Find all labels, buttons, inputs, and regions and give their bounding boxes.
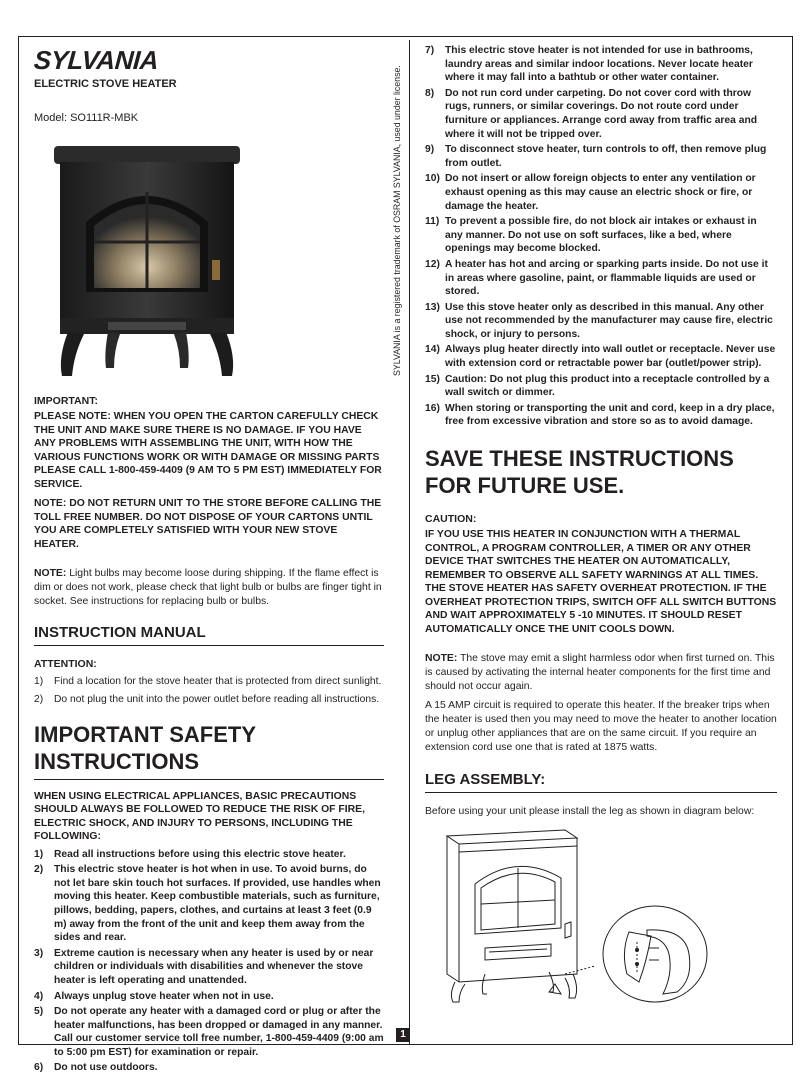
model-number: Model: SO111R-MBK [34, 112, 139, 124]
safety-intro: WHEN USING ELECTRICAL APPLIANCES, BASIC PRECAUTIONS SHOULD ALWAYS BE FOLLOWED TO REDUCE THE RISK OF FIRE, ELECTRIC SHOCK, AND INJURY TO PERSONS, INCLUDING THE FOLLOWING: [34, 790, 365, 843]
return-note: NOTE: DO NOT RETURN UNIT TO THE STORE BEFORE CALLING THE TOLL FREE NUMBER. DO NOT DISPOSE OF YOUR CARTONS UNTIL YOU ARE COMPLETELY SATISFIED WITH YOUR NEW STOVE HEATER. [34, 498, 382, 550]
leg-assembly-diagram [425, 824, 775, 1006]
list-item: 14) Always plug heater directly into wall outlet or receptacle. Never use with extension cord or retractable power bar (outlet/power strip). [425, 344, 776, 370]
bulb-note [34, 567, 384, 608]
list-item: 5) Do not operate any heater with a damaged cord or plug or after the heater malfunctions, has been dropped or damaged in any manner. Call our customer service toll free number, 1-800-459-4409 (9:00 am to 5:00 pm EST) for examination or repair. [34, 1006, 384, 1058]
list-item: 9) To disconnect stove heater, turn controls to off, then remove plug from outlet. [425, 144, 767, 169]
leg-assembly-heading: LEG ASSEMBLY: [425, 771, 777, 793]
important-note: PLEASE NOTE: WHEN YOU OPEN THE CARTON CAREFULLY CHECK THE UNIT AND MAKE SURE THERE IS NO DAMAGE. IF YOU HAVE ANY PROBLEMS WITH ASSEMBLING THE UNIT, WITH HOW THE VARIOUS FUNCTIONS WORK OR WITH DAMAGE OR MISSING PARTS PLEASE CALL 1-800-459-4409 (9 AM TO 5 PM EST) IMMEDIATELY FOR SERVICE. [34, 411, 382, 490]
list-item: 1) Find a location for the stove heater that is protected from direct sunlight. [34, 676, 382, 688]
instruction-manual-heading: INSTRUCTION MANUAL [34, 624, 384, 646]
list-item: 11) To prevent a possible fire, do not block air intakes or exhaust in any manner. Do not use on soft surfaces, like a bed, where openings may become blocked. [425, 216, 757, 255]
note-label: NOTE: [425, 653, 458, 665]
list-item: 2) This electric stove heater is hot when in use. To avoid burns, do not let bare skin touch hot surfaces. If provided, use handles when moving this heater. Keep combustible materials, such as furniture, pillows, bedding, papers, clothes, and curtains at least 3 feet (0.9 m) away from the front of the unit and keep them away from the sides and rear. [34, 864, 381, 944]
list-item: 4) Always unplug stove heater when not in use. [34, 990, 274, 1002]
amp-circuit-text: A 15 AMP circuit is required to operate this heater. If the breaker trips when the heater is used then you may need to move the heater to another location or unplug other appliances that are on the same circuit. If you require an extension cord use one that is rated at 1875 watts. [425, 700, 777, 753]
attention-list [34, 675, 384, 706]
note-text: The stove may emit a slight harmless odor when first turned on. This is caused by activating the internal heater components for the first time and should not occur again. [425, 653, 775, 692]
list-item: 2) Do not plug the unit into the power outlet before reading all instructions. [34, 693, 380, 705]
list-item: 12) A heater has hot and arcing or sparking parts inside. Do not use it in areas where gasoline, paint, or flammable liquids are used or stored. [425, 258, 768, 298]
save-instructions-heading: SAVE THESE INSTRUCTIONS FOR FUTURE USE. [425, 446, 734, 499]
list-item: 13) Use this stove heater only as described in this manual. Any other use not recommended by the manufacturer may cause fire, electric shock, or injury to persons. [425, 301, 773, 340]
note-label: NOTE: [34, 568, 67, 579]
page-number: 1 [396, 1028, 410, 1042]
list-item: 7) This electric stove heater is not intended for use in bathrooms, laundry areas and similar indoor locations. Never locate heater where it may fall into a bathtub or other water container. [425, 45, 753, 84]
odor-note [425, 652, 777, 693]
note-text: Light bulbs may become loose during shipping. If the flame effect is dim or does not work, please check that light bulb or bulbs are finger tight in socket. See instructions for replacing bulb or bulbs. [34, 568, 382, 607]
left-column [34, 44, 384, 1077]
safety-list-left [34, 848, 384, 1076]
attention-label: ATTENTION: [34, 658, 97, 671]
product-title: ELECTRIC STOVE HEATER [34, 78, 177, 90]
list-item: 1) Read all instructions before using this electric stove heater. [34, 848, 346, 860]
brand-logo: SYLVANIA [32, 45, 160, 75]
caution-label: CAUTION: [425, 513, 477, 526]
stove-heater-photo [48, 142, 248, 380]
column-divider [409, 40, 410, 1045]
list-item: 6) Do not use outdoors. [34, 1062, 158, 1074]
important-label: IMPORTANT: [34, 395, 98, 407]
list-item: 3) Extreme caution is necessary when any heater is used by or near children or individuals with disabilities and whenever the stove heater is left operating and unattended. [34, 947, 374, 986]
caution-text: IF YOU USE THIS HEATER IN CONJUNCTION WITH A THERMAL CONTROL, A PROGRAM CONTROLLER, A TIMER OR ANY OTHER DEVICE THAT SWITCHES THE HEATER ON AUTOMATICALLY, REMEMBER TO OBSERVE ALL SAFETY WARNINGS AT ALL TIMES. THE STOVE HEATER HAS SAFETY OVERHEAT PROTECTION. IF THE OVERHEAT PROTECTION TRIPS, SWITCH OFF ALL SWITCH BUTTONS AND WAIT APPROXIMATELY 5 -10 MINUTES. IT SHOULD RESET AUTOMATICALLY ONCE THE UNIT COOLS DOWN. [425, 529, 777, 635]
list-item: 16) When storing or transporting the unit and cord, keep in a dry place, free from excessive vibration and store so as to avoid damage. [425, 402, 775, 428]
safety-list-right [425, 44, 777, 429]
safety-heading: IMPORTANT SAFETY INSTRUCTIONS [34, 721, 384, 780]
trademark-notice: SYLVANIA is a registered trademark of OSRAM SYLVANIA, used under license. [392, 65, 402, 376]
list-item: 8) Do not run cord under carpeting. Do not cover cord with throw rugs, runners, or similar coverings. Do not route cord under furniture or appliances. Arrange cord away from traffic area and where it will not be tripped over. [425, 87, 758, 140]
leg-assembly-text: Before using your unit please install the leg as shown in diagram below: [425, 805, 755, 817]
list-item: 15) Caution: Do not plug this product into a receptacle controlled by a wall switch or dimmer. [425, 373, 770, 399]
right-column [425, 44, 777, 1011]
list-item: 10) Do not insert or allow foreign objects to enter any ventilation or exhaust opening as this may cause an electric shock or fire, or damage the heater. [425, 173, 756, 212]
